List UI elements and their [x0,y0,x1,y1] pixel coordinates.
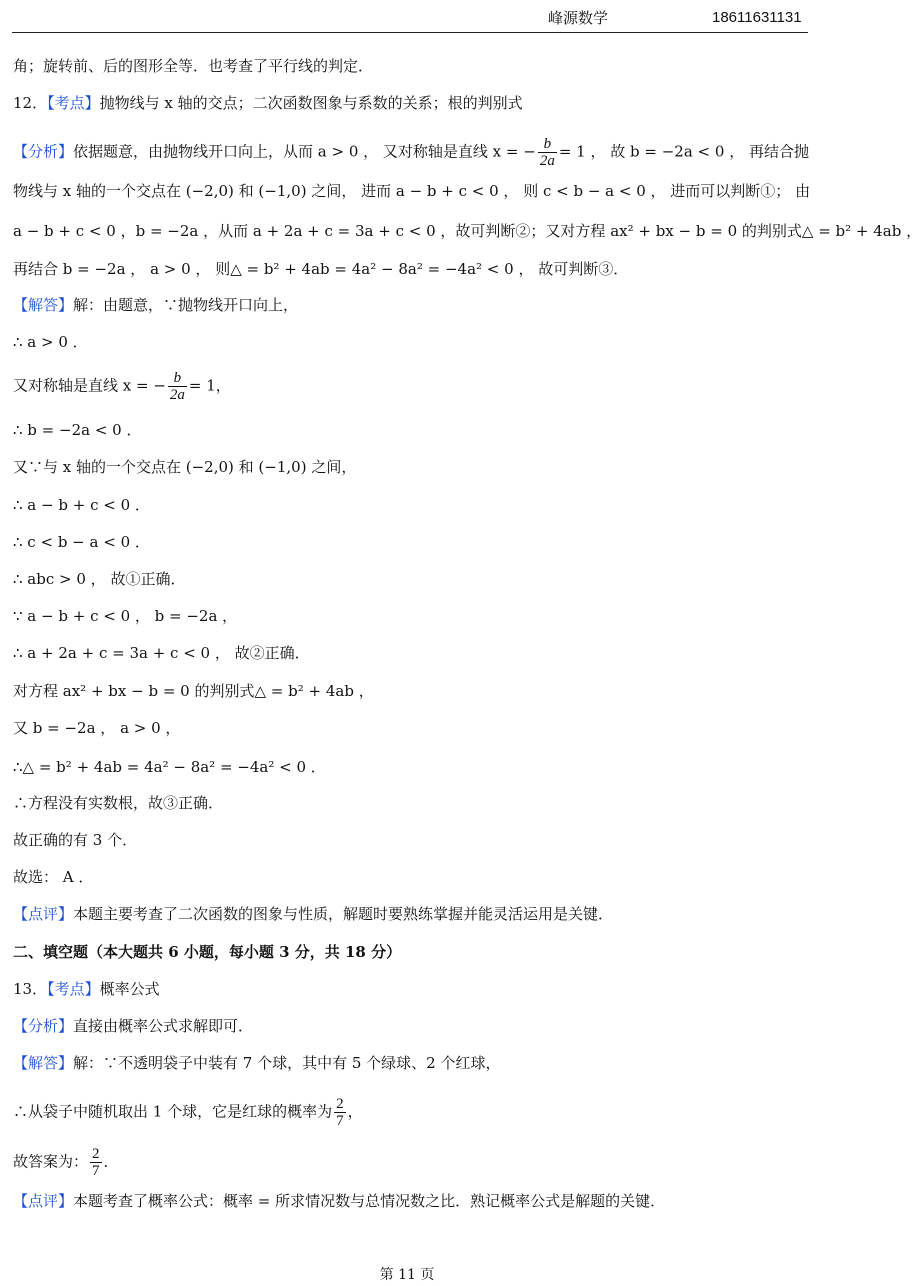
solution-line [13,494,808,516]
fraction-denominator: 2a [169,387,185,403]
solution-text: ∴从袋子中随机取出 1 个球，它是红球的概率为 [13,1102,333,1121]
solution-line [13,456,808,478]
solution-line [13,370,808,403]
solution-tag: 【解答】 [13,1054,74,1072]
question-number: 12． [13,94,48,112]
solution-line [13,866,808,888]
solution-line [13,294,808,316]
solution-tag: 【解答】 [13,296,74,314]
fraction-b-over-2a [168,370,187,403]
solution-line [13,680,808,702]
solution-line [13,756,808,778]
fraction-numerator: 2 [336,1096,344,1112]
comment-tag: 【点评】 [13,905,74,923]
analysis-text: 直接由概率公式求解即可． [73,1017,254,1035]
solution-text: ∴ c < b − a < 0 ． [13,533,150,551]
solution-line [13,792,808,814]
answer-label: 故答案为： [13,1152,89,1171]
solution-text: 解：由题意，∵抛物线开口向上， [73,296,299,314]
fraction-b-over-2a [538,136,557,169]
solution-line [13,1052,808,1074]
section-heading [13,941,808,963]
fraction-denominator: 7 [92,1163,100,1179]
comment-tag: 【点评】 [13,1192,74,1210]
solution-text: ∵ a − b + c < 0 ， b = −2a ， [13,607,238,625]
question-number: 13． [13,980,48,998]
comment-text: 本题主要考查了二次函数的图象与性质，解题时要熟练掌握并能灵活运用是关键． [73,905,614,923]
analysis-tag: 【分析】 [13,1017,74,1035]
text-line [13,55,808,77]
solution-text: ． [103,1152,119,1171]
solution-text: ∴△ = b² + 4ab = 4a² − 8a² = −4a² < 0 ． [13,758,326,776]
topic-text: 概率公式 [99,980,160,998]
solution-line [13,605,808,627]
analysis-line [13,220,921,242]
line-text: 角；旋转前、后的图形全等．也考查了平行线的判定． [13,57,374,75]
analysis-text: a − b + c < 0 ，b = −2a ，从而 a + 2a + c = 3a + c < 0 ，故可判断②；又对方程 ax² + bx − b = 0 的判别式△ = b² + 4ab ， [13,222,921,240]
comment-line [13,903,808,925]
topic-tag: 【考点】 [47,980,100,998]
solution-line [13,331,808,353]
header-rule [12,32,808,33]
solution-line [13,1146,808,1179]
question-13-topic [13,978,808,1000]
analysis-tag: 【分析】 [13,142,74,161]
solution-line [13,829,808,851]
analysis-line [13,258,808,280]
comment-text: 本题考查了概率公式：概率 = 所求情况数与总情况数之比．熟记概率公式是解题的关键． [73,1192,666,1210]
solution-text: 解：∵不透明袋子中装有 7 个球，其中有 5 个绿球、2 个红球， [73,1054,501,1072]
solution-line [13,531,808,553]
solution-line [13,642,808,664]
analysis-text: 依据题意，由抛物线开口向上，从而 a > 0 ， 又对称轴是直线 x = − [73,142,536,161]
solution-text: 对方程 ax² + bx − b = 0 的判别式△ = b² + 4ab ， [13,682,374,700]
fraction-numerator: 2 [92,1146,100,1162]
comment-line [13,1190,808,1212]
analysis-line [13,1015,808,1037]
topic-text: 抛物线与 x 轴的交点；二次函数图象与系数的关系；根的判别式 [99,94,523,112]
solution-text: ∴ a − b + c < 0 ． [13,496,150,514]
solution-text: = 1， [188,376,231,395]
solution-text: ∴ a + 2a + c = 3a + c < 0 ， 故②正确． [13,644,310,662]
solution-text: ∴ abc > 0 ， 故①正确． [13,570,186,588]
section-heading-text: 二、填空题（本大题共 6 小题，每小题 3 分，共 18 分） [13,943,402,961]
header-phone: 18611631131 [712,9,802,26]
solution-text: 又 b = −2a ， a > 0 ， [13,719,181,737]
analysis-line [13,180,811,202]
fraction-numerator: b [538,136,557,153]
fraction-denominator: 7 [336,1113,344,1129]
analysis-text: 物线与 x 轴的一个交点在 (−2,0) 和 (−1,0) 之间， 进而 a − b + c < 0 ， 则 c < b − a < 0 ， 进而可以判断①； 由 [13,182,811,200]
fraction-denominator: 2a [539,153,555,169]
solution-text: ∴ a > 0 ． [13,333,88,351]
analysis-text: = 1 ， 故 b = −2a < 0 ， 再结合抛 [558,142,809,161]
solution-text: 又对称轴是直线 x = − [13,376,166,395]
solution-line [13,419,808,441]
fraction-numerator: b [168,370,187,387]
solution-text: 故选： A ． [13,868,94,886]
analysis-text: 再结合 b = −2a ， a > 0 ， 则△ = b² + 4ab = 4a² − 8a² = −4a² < 0 ， 故可判断③． [13,260,629,278]
solution-text: ∴方程没有实数根，故③正确． [13,794,224,812]
solution-line [13,1096,808,1129]
question-12-topic [13,92,808,114]
analysis-line [13,136,809,169]
solution-text: 又∵与 x 轴的一个交点在 (−2,0) 和 (−1,0) 之间， [13,458,357,476]
page-number: 第 11 页 [379,1267,435,1283]
solution-line [13,568,808,590]
solution-text: ， [347,1102,363,1121]
solution-text: ∴ b = −2a < 0 ． [13,421,142,439]
topic-tag: 【考点】 [47,94,100,112]
header-brand: 峰源数学 [548,9,609,27]
fraction-two-sevenths [90,1146,102,1179]
solution-line [13,717,808,739]
solution-text: 故正确的有 3 个． [13,831,138,849]
fraction-two-sevenths [334,1096,346,1129]
